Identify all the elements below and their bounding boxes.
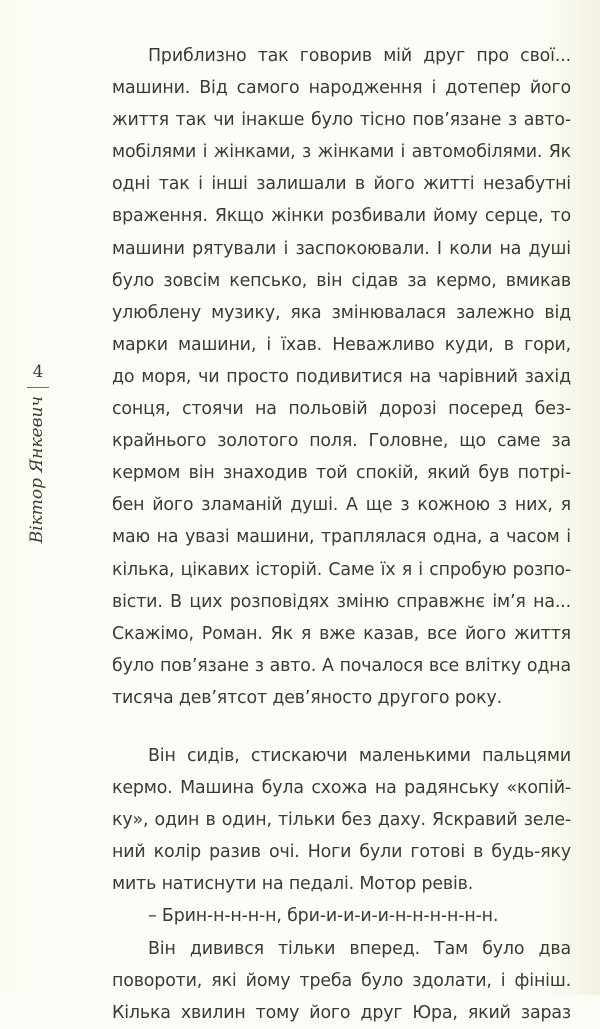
- header-rule-divider: [27, 387, 49, 388]
- text-line: до моря, чи просто подивитися на чарівний захід: [112, 366, 571, 387]
- text-line: – Брин-н-н-н-н, бри-и-и-и-и-н-н-н-н-н-н.: [148, 906, 499, 927]
- text-line: тисяча дев’ятсот дев’яносто другого року.: [112, 687, 502, 708]
- text-line: кілька, цікавих історій. Саме їх я і спробую розпо-: [112, 559, 571, 580]
- text-line: Він сидів, стискаючи маленькими пальцями: [148, 745, 571, 766]
- paragraph: [112, 40, 571, 714]
- text-line: ку», один в один, тільки без даху. Яскравий зеле-: [112, 810, 571, 831]
- text-line: одні так і інші залишали в його житті незабутні: [112, 174, 571, 195]
- text-line: Скажімо, Роман. Як я вже казав, все його життя: [112, 623, 571, 644]
- paragraph-spacer: [112, 714, 571, 740]
- paragraph: [112, 933, 571, 1029]
- text-line: враження. Якщо жінки розбивали йому серце, то: [112, 206, 571, 227]
- text-line: було зовсім кепсько, він сідав за кермо, вмикав: [112, 270, 571, 291]
- text-line: мить натиснути на педалі. Мотор ревів.: [112, 874, 474, 895]
- text-line: було пов’язане з авто. А почалося все влітку одна: [112, 655, 571, 676]
- text-line: сонця, стоячи на польовій дорозі посеред без-: [112, 399, 571, 420]
- text-line: Кілька хвилин тому його друг Юра, який зараз: [112, 1002, 571, 1023]
- paragraph: [112, 740, 571, 900]
- text-line: Приблизно так говорив мій друг про свої...: [148, 46, 571, 66]
- text-line: бен його зламаній душі. А ще з кожною з них, я: [112, 495, 571, 516]
- running-head: [18, 362, 58, 662]
- text-line: машини. Від самого народження і дотепер його: [112, 78, 571, 99]
- text-line: кермо. Машина була схожа на радянську «копій-: [112, 778, 571, 799]
- text-line: ний колір разив очі. Ноги були готові в будь-яку: [112, 842, 571, 863]
- text-line: кермом він знаходив той спокій, який був потрі-: [112, 463, 571, 484]
- text-line: Він дивився тільки вперед. Там було два: [148, 938, 571, 959]
- page-number: 4: [32, 362, 44, 382]
- text-line: життя так чи інакше було тісно пов’язане з авто-: [112, 110, 571, 131]
- text-line: машини рятували і заспокоювали. І коли на душі: [112, 238, 571, 259]
- text-line: повороти, які йому треба було здолати, і фініш.: [112, 970, 571, 991]
- text-line: мобілями і жінками, з жінками і автомобілями. Як: [112, 142, 571, 163]
- dialogue-paragraph: [112, 900, 571, 932]
- text-line: вісти. В цих розповідях зміню справжнє ім’я на...: [112, 591, 571, 612]
- text-line: крайнього золотого поля. Головне, що саме за: [112, 431, 571, 452]
- body-text: [112, 40, 571, 1029]
- text-line: марки машини, і їхав. Неважливо куди, в гори,: [112, 334, 571, 355]
- text-line: улюблену музику, яка змінювалася залежно від: [112, 302, 571, 323]
- author-name: Віктор Янкевич: [27, 396, 47, 544]
- text-line: маю на увазі машини, траплялася одна, а часом і: [112, 527, 571, 548]
